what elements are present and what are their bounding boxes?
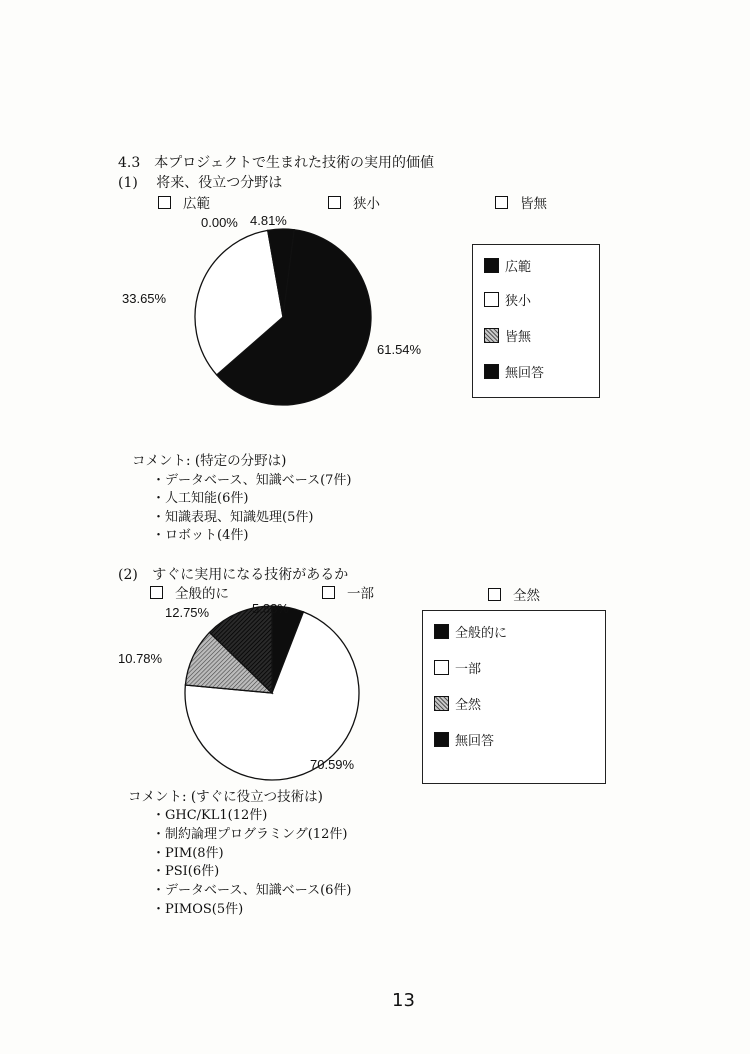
legend-item: 全般的に — [434, 622, 507, 641]
q1-option-2[interactable]: 狭小 — [328, 192, 380, 212]
q1-comment-item: ・ロボット(4件) — [152, 528, 249, 543]
swatch-icon — [434, 732, 449, 747]
q1-comment-item: ・データベース、知識ベース(7件) — [152, 473, 352, 488]
q2-comment-item: ・GHC/KL1(12件) — [152, 808, 268, 823]
swatch-icon — [434, 624, 449, 639]
legend-item: 全然 — [434, 694, 481, 713]
q2-comment-label: コメント: (すぐに役立つ技術は) — [128, 789, 323, 805]
swatch-icon — [434, 660, 449, 675]
q2-question: すぐに実用になる技術があるか — [152, 567, 349, 583]
legend-item: 皆無 — [484, 326, 531, 345]
legend-item: 狭小 — [484, 290, 531, 309]
q2-comment-item: ・PSI(6件) — [152, 864, 220, 879]
q1-comment-label: コメント: (特定の分野は) — [132, 453, 287, 469]
swatch-icon — [434, 696, 449, 711]
pie2-label-none: 10.78% — [118, 651, 163, 666]
q1-comment-item: ・人工知能(6件) — [152, 491, 249, 506]
legend-item: 一部 — [434, 658, 481, 677]
legend-item: 無回答 — [484, 362, 544, 381]
q2-comment-item: ・PIMOS(5件) — [152, 902, 244, 917]
pie1-label-narrow: 33.65% — [122, 291, 167, 306]
pie2-label-noanswer: 12.75% — [165, 605, 210, 620]
q2-option-2[interactable]: 一部 — [322, 582, 374, 602]
q1-question: 将来、役立つ分野は — [156, 175, 283, 191]
q1-number: (1) — [118, 175, 138, 191]
q2-option-3[interactable]: 全然 — [488, 584, 540, 604]
legend-q2 — [422, 610, 606, 784]
q1-comment-item: ・知識表現、知識処理(5件) — [152, 510, 314, 525]
page-number: 13 — [392, 990, 415, 1011]
q2-comment-item: ・データベース、知識ベース(6件) — [152, 883, 352, 898]
pie2-label-part: 70.59% — [310, 757, 355, 772]
q2-number: (2) — [118, 567, 138, 583]
pie1-label-broad: 61.54% — [377, 342, 422, 357]
q1-option-3[interactable]: 皆無 — [495, 192, 547, 212]
pie1-label-none: 0.00% — [201, 215, 238, 230]
legend-item: 無回答 — [434, 730, 494, 749]
legend-item: 広範 — [484, 256, 531, 275]
pie2-label-all: 5.88% — [252, 601, 289, 616]
q2-comment-item: ・制約論理プログラミング(12件) — [152, 827, 348, 842]
section-title: 4.3 本プロジェクトで生まれた技術の実用的価値 — [118, 155, 434, 171]
q1-option-1[interactable]: 広範 — [158, 192, 210, 212]
q2-comment-item: ・PIM(8件) — [152, 846, 224, 861]
pie1-label-noanswer: 4.81% — [250, 213, 287, 228]
q2-option-1[interactable]: 全般的に — [150, 582, 229, 602]
